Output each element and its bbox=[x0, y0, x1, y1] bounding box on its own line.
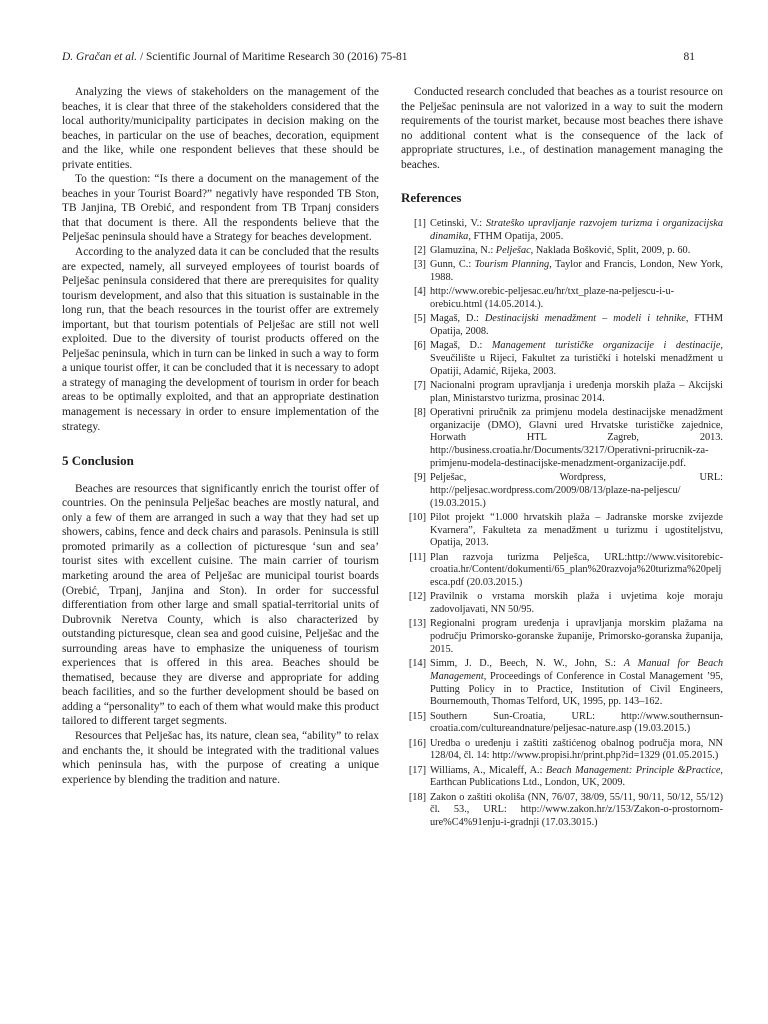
reference-text: Magaš, D.: bbox=[430, 340, 492, 352]
reference-text: Nacionalni program upravljanja i uređenja morskih plaža – Akcijski plan, Ministarstvo turizma, prosinac 2014. bbox=[430, 379, 723, 404]
body-paragraph: To the question: “Is there a document on the management of the beaches in your Tourist Board?” negativly have responded TB Ston, TB Janjina, TB Orebić, and respondent from TB Trpanj considers that that document is there. All the respondents believe that the Pelješac peninsula should have a Strategy for beaches development. bbox=[62, 173, 379, 244]
reference-text: , Sveučilište u Rijeci, Fakultet za turističkí i hotelski menadžment u Opatiji, Adamić, Rijeka, 2003. bbox=[430, 340, 723, 377]
reference-text: Magaš, D.: bbox=[430, 313, 485, 325]
reference-item bbox=[401, 591, 723, 617]
reference-item bbox=[401, 658, 723, 709]
reference-item bbox=[401, 618, 723, 656]
reference-number: [7] bbox=[413, 379, 426, 391]
reference-number: [11] bbox=[409, 551, 426, 563]
reference-item bbox=[401, 738, 723, 764]
reference-number: [6] bbox=[413, 340, 426, 352]
reference-text: , FTHM Opatija, 2008. bbox=[430, 313, 723, 337]
reference-title: Management turističke organizacije i destinacije bbox=[491, 340, 721, 352]
body-paragraph: Resources that Pelješac has, its nature, clean sea, “ability” to relax and enchants the, it should be integrated with the traditional values which peninsula has, with the purpose of creating a unique experience by blending the tradition and nature. bbox=[62, 729, 379, 786]
reference-text: Cetinski, V.: bbox=[430, 217, 486, 229]
reference-item bbox=[401, 552, 723, 590]
reference-text: http://www.orebic-peljesac.eu/hr/txt_plaze-na-peljescu-i-u-orebicu.html (14.05.2014.). bbox=[430, 286, 675, 310]
reference-item bbox=[401, 765, 723, 791]
reference-number: [12] bbox=[408, 591, 426, 603]
reference-title: Pelješac bbox=[495, 244, 531, 256]
reference-text: Operativni priručnik za primjenu modela destinacijske menadžment organizacije (DMO), Glavni ured Hrvatske turističke zajednice, Horwath HTL Zagreb, 2013. http://business.croatia.hr/Documents/3217/Operativni-prirucnik-za-primjenu-modela-destinacijske-menadzment-organizacije.pdf. bbox=[430, 406, 723, 469]
reference-number: [3] bbox=[413, 259, 426, 271]
running-header bbox=[62, 51, 695, 69]
reference-number: [13] bbox=[408, 618, 426, 630]
reference-text: Pilot projekt “1.000 hrvatskih plaža – Jadranske morske zvijezde Kvarnera”, Fakulteta za menadžment u turizmu i ugostiteljstvu, Opatija, 2013. bbox=[430, 511, 723, 549]
reference-number: [5] bbox=[413, 313, 426, 325]
reference-number: [18] bbox=[408, 791, 426, 803]
reference-item bbox=[401, 245, 723, 258]
body-paragraph: According to the analyzed data it can be concluded that the results are expected, namely, all surveyed employees of tourist boards of Pelješac peninsula considered that there are prerequisites for quality tourism development, and also that this situation is sustainable in the long run, that the beach resources in the tourist offer are extremely important, but that tourism potentials of Pelješac are still not well exploited. Due to the diversity of tourist products offered on the Pelješac peninsula, which in turn can be linked in such a way to form a unique tourist offer, it can be concluded that it is necessary to adopt a strategy of managing the development of tourism in order for beach areas to be optimally exploited, and that an appropriate destination management is necessary in order to ensure implementation of the strategy. bbox=[62, 246, 379, 433]
reference-title: Tourism Planning bbox=[474, 259, 550, 271]
reference-text: Southern Sun-Croatia, URL: http://www.southernsun-croatia.com/cultureandnature/peljesac-nature.asp (19.03.2015.) bbox=[430, 710, 723, 735]
reference-text: Simm, J. D., Beech, N. W., John, S.: bbox=[430, 658, 624, 670]
body-paragraph: Conducted research concluded that beaches as a tourist resource on the Pelješac peninsula are not valorized in a way to suit the modern requirements of the tourist market, because most beaches there ishave no additional content what is the consequence of the lack of appropriate structures, i.e., of destination management managing the beaches. bbox=[401, 86, 723, 171]
reference-title: Destinacijski menadžment – modeli i tehnike bbox=[484, 313, 686, 325]
reference-number: [17] bbox=[408, 764, 426, 776]
reference-item bbox=[401, 340, 723, 378]
reference-item bbox=[401, 286, 723, 312]
reference-number: [14] bbox=[408, 658, 426, 670]
reference-number: [10] bbox=[408, 511, 426, 523]
reference-title: Strateško upravljanje razvojem turizma i organizacijska dinamika bbox=[430, 217, 724, 242]
reference-number: [2] bbox=[413, 244, 426, 256]
reference-item bbox=[401, 218, 723, 244]
reference-text: , Earthcan Publications Ltd., London, UK, 2009. bbox=[430, 764, 723, 789]
references-heading: References bbox=[401, 190, 462, 206]
reference-number: [16] bbox=[408, 737, 426, 749]
reference-item bbox=[401, 711, 723, 737]
reference-text: Glamuzina, N.: bbox=[430, 244, 496, 256]
reference-item bbox=[401, 512, 723, 550]
left-column bbox=[62, 85, 379, 787]
reference-item bbox=[401, 792, 723, 830]
reference-text: , FTHM Opatija, 2005. bbox=[468, 230, 564, 242]
reference-item bbox=[401, 407, 723, 471]
reference-number: [8] bbox=[413, 406, 426, 418]
reference-text: Pravilnik o vrstama morskih plaža i uvjetima koje moraju zadovoljavati, NN 50/95. bbox=[430, 591, 723, 616]
page-number: 81 bbox=[683, 51, 695, 63]
body-paragraph: Analyzing the views of stakeholders on the management of the beaches, it is clear that three of the stakeholders considered that the local authority/municipality participates in decision making on the beaches, in particular on the use of beaches, decoration, equipment and the like, while one respondent believes that these should be private entities. bbox=[62, 86, 379, 171]
body-paragraph: Beaches are resources that significantly enrich the tourist offer of countries. On the peninsula Pelješac beaches are mostly natural, and only a few of them are arranged in such a way that they had set up showers, cabins, fence and deck chairs and parasols. Peninsula is still promoted primarily as a collection of picturesque ‘sun and sea’ tourist sites with excellent cuisine. The main carrier of tourism marketing around the area of Pelješac are municipal tourist boards (Orebić, Trpanj, Janjina and Ston). In order for successful differentiation from other large and small spatial-territorial units of Dubrovnik Neretva County, which is also characterized by outstanding picturesque, clean sea and good cuisine, Pelješac and the surrounding areas have to emphasize the uniqueness of tourism experiences that is offered in this area. Beaches should be thematised, because they are diverse and appropriate for adding beach facilities, and so the further development should be based on adding a “personality” to each of them what would make this product tailored to different target segments. bbox=[62, 482, 379, 728]
reference-text: Zakon o zaštiti okoliša (NN, 76/07, 38/09, 55/11, 90/11, 50/12, 55/12) čl. 53., URL: http://www.zakon.hr/z/153/Zakon-o-prostornom-ure%C4%91enju-i-gradnji (17.03.3015.) bbox=[430, 791, 723, 829]
reference-text: , Naklada Bošković, Split, 2009, p. 60. bbox=[530, 244, 691, 256]
reference-item bbox=[401, 313, 723, 339]
reference-number: [15] bbox=[408, 710, 426, 722]
header-journal: / Scientific Journal of Maritime Research 30 (2016) 75-81 bbox=[137, 51, 408, 63]
reference-text: , Proceedings of Conference in Costal Management ’95, Putting Policy in to Practice, Institution of Civil Engineers, Bournemouth, Thomas Telford, UK, 1995, pp. 143–162. bbox=[430, 670, 723, 708]
reference-item bbox=[401, 259, 723, 285]
reference-number: [1] bbox=[413, 217, 426, 229]
reference-text: Uredba o uređenju i zaštiti zaštićenog obalnog područja mora, NN 128/04, čl. 14: http://www.propisi.hr/print.php?id=1329 (01.05.2015.) bbox=[430, 737, 723, 762]
reference-text: Gunn, C.: bbox=[430, 259, 475, 271]
right-column bbox=[401, 85, 723, 831]
reference-item bbox=[401, 380, 723, 406]
reference-text: Plan razvoja turizma Pelješca, URL:http://www.visitorebic-croatia.hr/Content/dokumenti/65_plan%20razvoja%20turizma%20peljesca.pdf (20.03.2015.) bbox=[430, 551, 723, 589]
reference-item bbox=[401, 472, 723, 510]
reference-title: Beach Management: Principle &Practice bbox=[545, 764, 721, 776]
reference-text: , Taylor and Francis, London, New York, 1988. bbox=[430, 259, 724, 283]
reference-number: [9] bbox=[413, 472, 426, 484]
header-authors: D. Gračan et al. bbox=[62, 51, 138, 63]
reference-text: Pelješac, Wordpress, URL: http://peljesac.wordpress.com/2009/08/13/plaze-na-peljescu/ (19.03.2015.) bbox=[430, 472, 723, 509]
reference-text: Williams, A., Micaleff, A.: bbox=[430, 764, 546, 776]
running-title bbox=[62, 51, 408, 63]
reference-title: A Manual for Beach Management bbox=[430, 658, 723, 682]
reference-list bbox=[401, 218, 723, 830]
reference-number: [4] bbox=[413, 286, 426, 298]
section-heading-conclusion: 5 Conclusion bbox=[62, 453, 134, 469]
reference-text: Regionalni program uređenja i upravljanja morskim plažama na području Primorsko-goranske županije, Primorsko-goranska županija, 2015. bbox=[430, 618, 723, 655]
